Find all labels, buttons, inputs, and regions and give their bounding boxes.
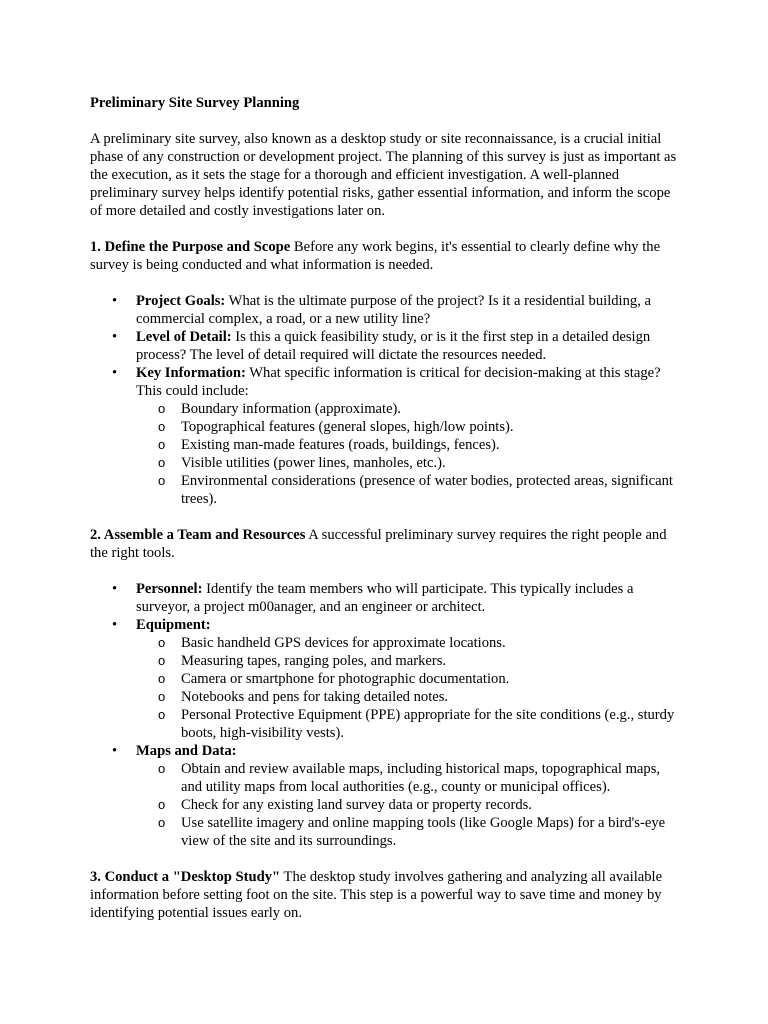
sublist-item xyxy=(136,796,682,814)
section-2-paragraph xyxy=(90,526,682,562)
list-item-key-information xyxy=(90,364,682,508)
sublist-item-text: Environmental considerations (presence of water bodies, protected areas, significant trees). xyxy=(181,473,673,507)
section-3-paragraph xyxy=(90,868,682,922)
bullet-icon: • xyxy=(112,329,118,345)
section-1-text: Before any work begins, it's essential to clearly define why the survey is being conducted and what information is needed. xyxy=(90,239,661,273)
sublist-item xyxy=(136,436,682,454)
subbullet-icon: o xyxy=(158,815,166,830)
sublist-item-text: Boundary information (approximate). xyxy=(181,401,402,417)
bullet-icon: • xyxy=(112,617,118,633)
subbullet-icon: o xyxy=(158,653,166,668)
list-item-personnel xyxy=(90,580,682,616)
sublist-item-text: Use satellite imagery and online mapping tools (like Google Maps) for a bird's-eye view of the site and its surroundings. xyxy=(181,815,666,849)
subbullet-icon: o xyxy=(158,689,166,704)
maps-data-sublist xyxy=(136,760,682,850)
sublist-item xyxy=(136,688,682,706)
sublist-item-text: Notebooks and pens for taking detailed notes. xyxy=(181,689,449,705)
subbullet-icon: o xyxy=(158,635,166,650)
section-1-list xyxy=(90,292,682,508)
subbullet-icon: o xyxy=(158,455,166,470)
sublist-item xyxy=(136,706,682,742)
bullet-icon: • xyxy=(112,581,118,597)
item-text: What specific information is critical for decision-making at this stage? This could include: xyxy=(136,365,661,399)
document-page xyxy=(90,94,682,940)
subbullet-icon: o xyxy=(158,401,166,416)
sublist-item-text: Personal Protective Equipment (PPE) appropriate for the site conditions (e.g., sturdy boots, high-visibility vests). xyxy=(181,707,675,741)
list-item-equipment xyxy=(90,616,682,742)
bullet-icon: • xyxy=(112,743,118,759)
subbullet-icon: o xyxy=(158,473,166,488)
item-label: Key Information: xyxy=(136,365,246,381)
section-2-list xyxy=(90,580,682,850)
item-label: Project Goals: xyxy=(136,293,226,309)
sublist-item-text: Obtain and review available maps, including historical maps, topographical maps, and utility maps from local authorities (e.g., county or municipal offices). xyxy=(181,761,661,795)
subbullet-icon: o xyxy=(158,437,166,452)
bullet-icon: • xyxy=(112,293,118,309)
intro-paragraph: A preliminary site survey, also known as a desktop study or site reconnaissance, is a crucial initial phase of any construction or development project. The planning of this survey is just as important as the execution, as it sets the stage for a thorough and efficient investigation. A well-planned preliminary survey helps identify potential risks, gather essential information, and inform the scope of more detailed and costly investigations later on. xyxy=(90,131,677,219)
subbullet-icon: o xyxy=(158,761,166,776)
subbullet-icon: o xyxy=(158,419,166,434)
sublist-item xyxy=(136,670,682,688)
equipment-sublist xyxy=(136,634,682,742)
section-2-text: A successful preliminary survey requires the right people and the right tools. xyxy=(90,527,667,561)
sublist-item-text: Topographical features (general slopes, high/low points). xyxy=(181,419,514,435)
subbullet-icon: o xyxy=(158,671,166,686)
item-label: Maps and Data: xyxy=(136,743,237,759)
sublist-item xyxy=(136,652,682,670)
document-title: Preliminary Site Survey Planning xyxy=(90,95,300,111)
bullet-icon: • xyxy=(112,365,118,381)
list-item-level-of-detail xyxy=(90,328,682,364)
subbullet-icon: o xyxy=(158,707,166,722)
section-2-heading: 2. Assemble a Team and Resources xyxy=(90,527,306,543)
item-text: Identify the team members who will participate. This typically includes a surveyor, a project m00anager, and an engineer or architect. xyxy=(136,581,634,615)
section-1-paragraph xyxy=(90,238,682,274)
sublist-item xyxy=(136,400,682,418)
item-text: What is the ultimate purpose of the project? Is it a residential building, a commercial complex, a road, or a new utility line? xyxy=(136,293,651,327)
sublist-item xyxy=(136,472,682,508)
item-label: Personnel: xyxy=(136,581,203,597)
section-1-heading: 1. Define the Purpose and Scope xyxy=(90,239,291,255)
sublist-item xyxy=(136,454,682,472)
item-text: Is this a quick feasibility study, or is it the first step in a detailed design process? The level of detail required will dictate the resources needed. xyxy=(136,329,651,363)
sublist-item-text: Basic handheld GPS devices for approximate locations. xyxy=(181,635,506,651)
section-3-heading: 3. Conduct a "Desktop Study" xyxy=(90,869,281,885)
sublist-item-text: Check for any existing land survey data or property records. xyxy=(181,797,532,813)
list-item-project-goals xyxy=(90,292,682,328)
sublist-item-text: Visible utilities (power lines, manholes, etc.). xyxy=(181,455,446,471)
sublist-item xyxy=(136,760,682,796)
sublist-item-text: Existing man-made features (roads, buildings, fences). xyxy=(181,437,500,453)
list-item-maps-and-data xyxy=(90,742,682,850)
subbullet-icon: o xyxy=(158,797,166,812)
sublist-item-text: Measuring tapes, ranging poles, and markers. xyxy=(181,653,447,669)
item-label: Level of Detail: xyxy=(136,329,232,345)
sublist-item xyxy=(136,634,682,652)
key-information-sublist xyxy=(136,400,682,508)
item-label: Equipment: xyxy=(136,617,211,633)
sublist-item xyxy=(136,418,682,436)
sublist-item-text: Camera or smartphone for photographic documentation. xyxy=(181,671,510,687)
section-3-text: The desktop study involves gathering and analyzing all available information before setting foot on the site. This step is a powerful way to save time and money by identifying potential issues early on. xyxy=(90,869,663,921)
sublist-item xyxy=(136,814,682,850)
